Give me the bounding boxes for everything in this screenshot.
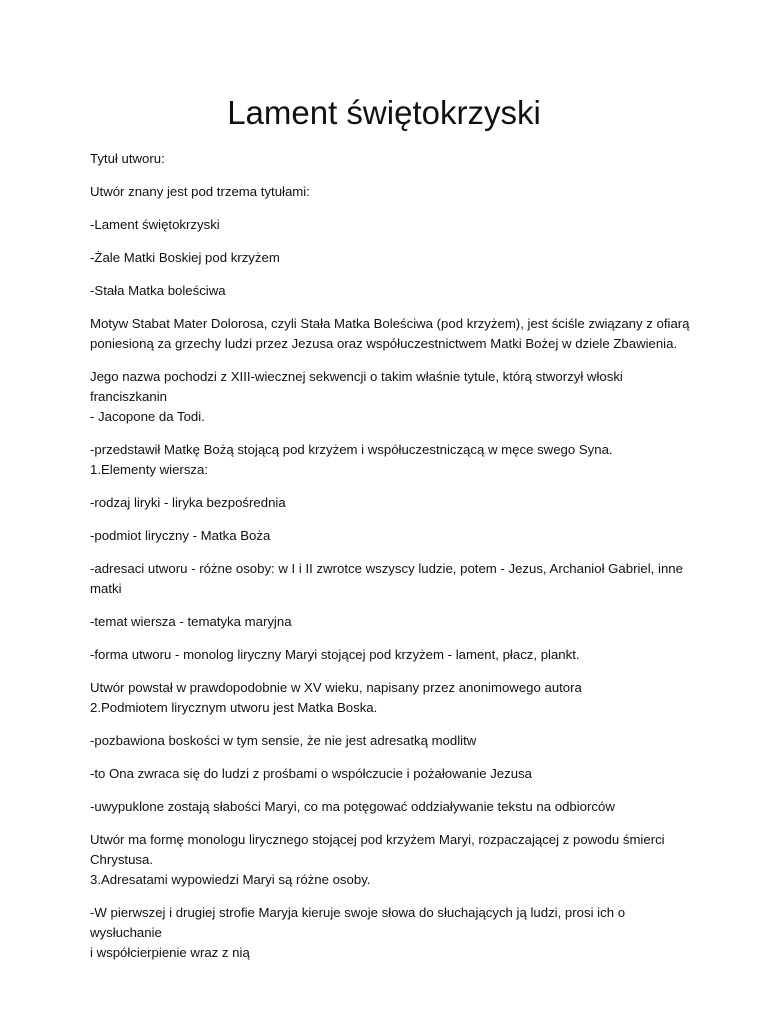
document-paragraph [90,559,690,599]
paragraph-line: Utwór ma formę monologu lirycznego stojącej pod krzyżem Maryi, rozpaczającej z powodu śmierci [90,832,665,847]
paragraph-line: -to Ona zwraca się do ludzi z prośbami o współczucie i pożałowanie Jezusa [90,766,532,781]
paragraph-line: -podmiot liryczny - Matka Boża [90,528,271,543]
paragraph-line: Utwór znany jest pod trzema tytułami: [90,184,310,199]
document-paragraph [90,830,690,890]
document-paragraph [90,493,690,513]
paragraph-line: Utwór powstał w prawdopodobnie w XV wieku, napisany przez anonimowego autora [90,680,582,695]
document-paragraph [90,903,690,963]
paragraph-line: -Żale Matki Boskiej pod krzyżem [90,250,280,265]
document-paragraph [90,612,690,632]
document-paragraph [90,182,690,202]
paragraph-line: Chrystusa. [90,852,154,867]
document-paragraph [90,797,690,817]
paragraph-line: Motyw Stabat Mater Dolorosa, czyli Stała Matka Boleściwa (pod krzyżem), jest ściśle związany z ofiarą [90,316,690,331]
paragraph-line: -W pierwszej i drugiej strofie Maryja kieruje swoje słowa do słuchających ją ludzi, prosi ich o wysłuchanie [90,905,626,940]
document-title: Lament świętokrzyski [227,94,541,131]
paragraph-line: 2.Podmiotem lirycznym utworu jest Matka Boska. [90,700,378,715]
document-paragraph [90,149,690,169]
document-paragraph [90,215,690,235]
document-paragraph [90,764,690,784]
paragraph-line: -przedstawił Matkę Bożą stojącą pod krzyżem i współuczestniczącą w męce swego Syna. [90,442,613,457]
paragraph-line: 3.Adresatami wypowiedzi Maryi są różne osoby. [90,872,371,887]
document-paragraph [90,367,690,427]
paragraph-line: Tytuł utworu: [90,151,165,166]
paragraph-line: -Lament świętokrzyski [90,217,220,232]
paragraph-line: -adresaci utworu - różne osoby: w I i II zwrotce wszyscy ludzie, potem - Jezus, Archanioł Gabriel, inne [90,561,683,576]
document-paragraph [90,645,690,665]
paragraph-line: -temat wiersza - tematyka maryjna [90,614,292,629]
document-paragraph [90,314,690,354]
paragraph-line: -forma utworu - monolog liryczny Maryi stojącej pod krzyżem - lament, płacz, plankt. [90,647,580,662]
paragraph-line: - Jacopone da Todi. [90,409,205,424]
document-paragraph [90,526,690,546]
document-paragraph [90,678,690,718]
paragraph-line: -rodzaj liryki - liryka bezpośrednia [90,495,286,510]
document-paragraph [90,440,690,480]
paragraph-line: matki [90,581,122,596]
paragraph-line: poniesioną za grzechy ludzi przez Jezusa oraz współuczestnictwem Matki Bożej w dziele Zbawienia. [90,336,678,351]
document-paragraph [90,248,690,268]
document-paragraph [90,281,690,301]
paragraph-line: -uwypuklone zostają słabości Maryi, co ma potęgować oddziaływanie tekstu na odbiorców [90,799,615,814]
paragraph-line: 1.Elementy wiersza: [90,462,208,477]
paragraph-line: -pozbawiona boskości w tym sensie, że nie jest adresatką modlitw [90,733,477,748]
paragraph-line: -Stała Matka boleściwa [90,283,226,298]
document-paragraph [90,731,690,751]
paragraph-line: i współcierpienie wraz z nią [90,945,250,960]
paragraph-line: Jego nazwa pochodzi z XIII-wiecznej sekwencji o takim właśnie tytule, którą stworzył włoski franciszkanin [90,369,623,404]
document-body [90,149,690,976]
